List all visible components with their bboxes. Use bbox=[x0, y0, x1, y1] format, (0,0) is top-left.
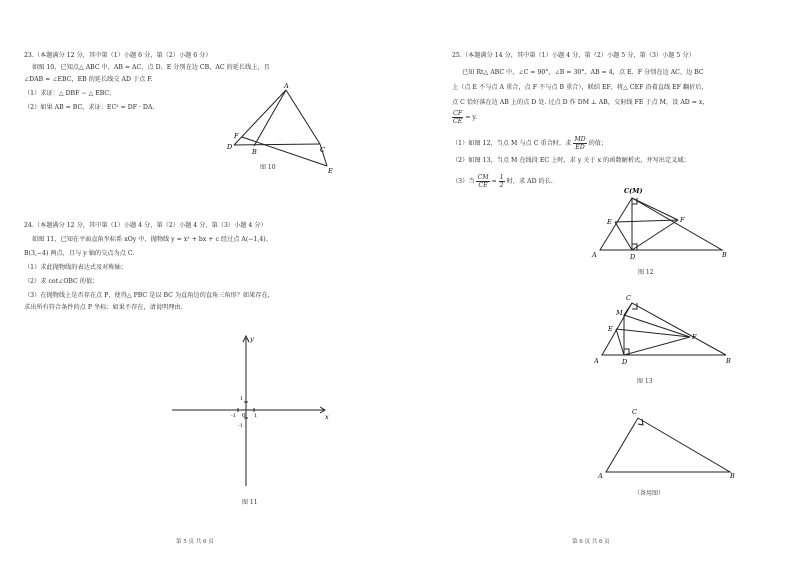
q23-line2: ∠DAB = ∠EBC，EB 的延长线交 AD 于点 F. bbox=[24, 76, 153, 83]
figure-spare-caption: （备用图） bbox=[634, 490, 665, 497]
q24-part3: （3）在抛物线上是否存在点 P，使得△ PBC 是以 BC 为直角边的直角三角形？如果存在， bbox=[24, 292, 274, 299]
tick-label-x-pos: 1 bbox=[254, 413, 258, 419]
tick-label-y-pos: 1 bbox=[240, 396, 244, 402]
label-f: F bbox=[680, 216, 685, 224]
q24-part3b: 求出所有符合条件的点 P 坐标；如果不存在，请说明理由. bbox=[24, 304, 183, 311]
segment-dc bbox=[234, 144, 320, 145]
label-b: B bbox=[722, 251, 727, 259]
triangle-abc bbox=[606, 418, 730, 472]
origin-label: 0 bbox=[242, 413, 246, 419]
q24-line2: B(3,−4) 两点，且与 y 轴的交点为点 C. bbox=[24, 250, 135, 257]
segment-ef bbox=[615, 220, 678, 222]
figure-11-axes bbox=[168, 332, 338, 490]
label-f: F bbox=[692, 333, 697, 341]
label-e: E bbox=[328, 167, 333, 174]
label-a: A bbox=[594, 357, 599, 365]
q24-line1: 如图 11，已知在平面直角坐标系 xOy 中，抛物线 y = x² + bx + c 经过点 A(−1,4)、 bbox=[32, 236, 272, 243]
segment-cf bbox=[632, 198, 678, 220]
q25-part1: （1）如图 12，当点 M 与点 C 重合时，求 $\frac{MD}{ED}$ 的值； bbox=[452, 136, 608, 151]
q24-part1: （1）求此抛物线的表达式及对称轴； bbox=[24, 264, 127, 271]
figure-10-caption: 图 10 bbox=[260, 164, 276, 171]
label-e: E bbox=[607, 218, 612, 226]
page-5-footer: 第 5 页 共 6 页 bbox=[176, 539, 214, 545]
label-c: C bbox=[632, 408, 637, 416]
q24-header: 24.（本题满分 12 分，其中第（1）小题 4 分，第（2）小题 4 分，第（3）小题 4 分） bbox=[24, 222, 267, 229]
segment-ed bbox=[615, 222, 632, 250]
q25-line4: $\frac{CF}{CE}$ = y. bbox=[453, 110, 478, 125]
y-axis-label: y bbox=[250, 335, 254, 343]
q25-line2: 上（点 E 不与点 A 重合，点 F 不与点 B 重合），联结 EF，将△ CEF 沿着直线 EF 翻折后， bbox=[452, 84, 708, 91]
figure-13 bbox=[594, 293, 734, 369]
label-a: A bbox=[284, 82, 289, 90]
label-b: B bbox=[726, 357, 731, 365]
segment-ac bbox=[286, 90, 320, 144]
right-page bbox=[400, 0, 800, 566]
tick-label-y-neg: -1 bbox=[238, 423, 243, 429]
label-a: A bbox=[592, 251, 597, 259]
label-b: B bbox=[730, 472, 735, 480]
q25-header: 25.（本题满分 14 分，其中第（1）小题 4 分，第（2）小题 5 分，第（3）小题 5 分） bbox=[452, 52, 695, 59]
label-c-m: C(M) bbox=[624, 187, 643, 195]
q25-line3: 点 C 恰好落在边 AB 上的点 D 处. 过点 D 作 DM ⊥ AB，交射线 FE 于点 M，设 AD = x， bbox=[452, 99, 709, 106]
label-a: A bbox=[598, 472, 603, 480]
tick-label-x-neg: -1 bbox=[231, 413, 236, 419]
figure-12-caption: 图 12 bbox=[638, 269, 654, 276]
segment-df bbox=[632, 220, 678, 250]
label-f: F bbox=[234, 132, 239, 140]
figure-13-caption: 图 13 bbox=[637, 378, 653, 385]
q25-line1: 已知 Rt△ ABC 中，∠C = 90°，∠B = 30°，AB = 4，点 E、F 分别在边 AC、边 BC bbox=[462, 69, 704, 76]
fraction-cf-ce: $\frac{CF}{CE}$ bbox=[453, 110, 463, 125]
figure-10 bbox=[224, 82, 344, 174]
segment-ed bbox=[616, 329, 624, 355]
segment-ab bbox=[254, 90, 286, 146]
label-e: E bbox=[608, 325, 613, 333]
fraction-one-half: $\frac{1}{2}$ bbox=[499, 174, 504, 189]
page-6-footer: 第 6 页 共 6 页 bbox=[572, 539, 610, 545]
label-c: C bbox=[320, 146, 325, 154]
q24-part2: （2）求 cot∠OBC 的值； bbox=[24, 278, 99, 285]
segment-df bbox=[624, 337, 690, 355]
label-d: D bbox=[227, 143, 233, 151]
triangle-abc bbox=[600, 198, 722, 250]
figure-12 bbox=[590, 184, 730, 262]
q23-header: 23.（本题满分 12 分，其中第（1）小题 6 分，第（2）小题 6 分） bbox=[24, 52, 212, 59]
label-c: C bbox=[626, 294, 631, 302]
q25-part2: （2）如图 13，当点 M 在线段 EC 上时，求 y 关于 x 的函数解析式，并写出定义域； bbox=[452, 157, 690, 164]
figure-spare bbox=[596, 404, 742, 482]
segment-da bbox=[234, 90, 286, 145]
q23-line1: 如图 10，已知点△ ABC 中，AB = AC，点 D、E 分别在边 CB、AC 的延长线上，且 bbox=[32, 64, 270, 71]
q25-part3: （3）当 $\frac{CM}{CE}$ = $\frac{1}{2}$ 时，求 AD 的长. bbox=[452, 174, 553, 189]
label-d: D bbox=[630, 253, 636, 261]
x-axis-label: x bbox=[325, 413, 329, 421]
fraction-md-ed: $\frac{MD}{ED}$ bbox=[574, 136, 586, 151]
label-b: B bbox=[252, 148, 257, 156]
segment-cm bbox=[624, 303, 632, 315]
figure-11-caption: 图 11 bbox=[242, 499, 258, 506]
fraction-cm-ce: $\frac{CM}{CE}$ bbox=[477, 174, 489, 189]
q23-part2: （2）如果 AB = BC，求证：EC² = DF · DA. bbox=[24, 104, 155, 111]
q23-part1: （1）求证：△ DBF ∽ △ EBC； bbox=[24, 90, 116, 97]
label-d: D bbox=[622, 358, 628, 366]
label-m: M bbox=[616, 309, 623, 317]
